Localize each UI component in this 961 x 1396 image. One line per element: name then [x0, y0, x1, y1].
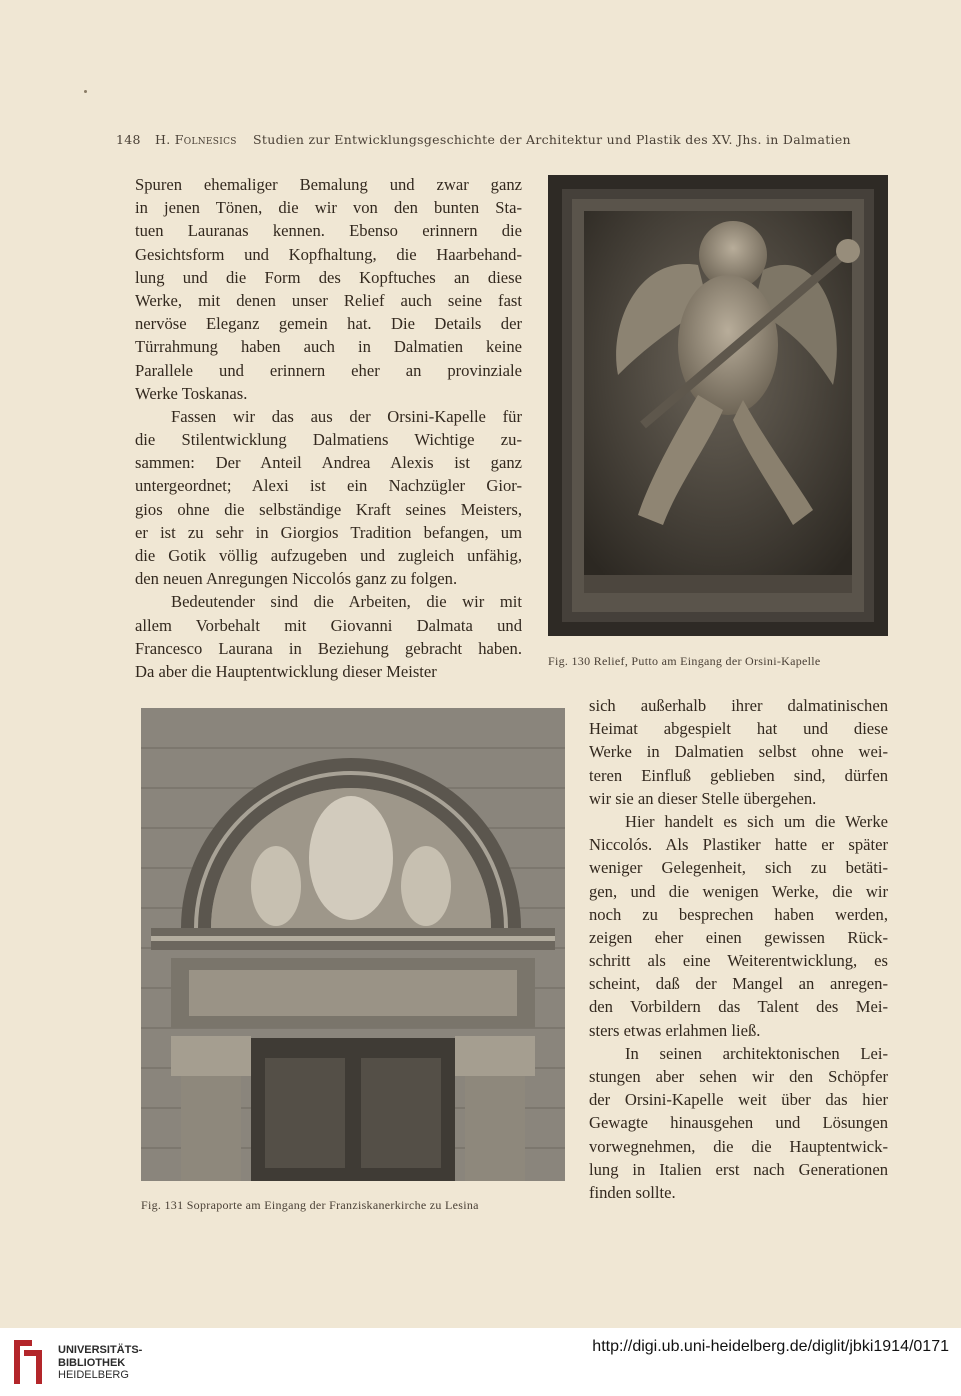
- figure-130-relief-putto: [548, 175, 888, 636]
- figure-130-caption: Fig. 130 Relief, Putto am Eingang der Orsini-Kapelle: [548, 654, 821, 668]
- header-title: Studien zur Entwicklungsgeschichte der Architektur und Plastik des XV. Jhs. in Dalmatien: [253, 132, 851, 147]
- text-line: Werke Toskanas.: [135, 383, 248, 403]
- text-line: Türrahmung haben auch in Dalmatien keine: [135, 337, 522, 357]
- text-line: die Stilentwicklung Dalmatiens Wichtige zu-: [135, 430, 522, 450]
- putto-relief-image: [548, 175, 888, 636]
- text-line: wir sie an dieser Stelle übergehen.: [589, 788, 817, 808]
- page-number: 148: [116, 132, 141, 147]
- text-line: Werke, mit denen unser Relief auch seine fast: [135, 290, 522, 310]
- text-line: den neuen Anregungen Niccolós ganz zu folgen.: [135, 569, 458, 589]
- text-line: finden sollte.: [589, 1182, 676, 1202]
- text-line: gen, und die wenigen Werke, die wir: [589, 881, 888, 901]
- text-line: teren Einfluß geblieben sind, dürfen: [589, 765, 888, 785]
- text-line: Fassen wir das aus der Orsini-Kapelle für: [171, 406, 522, 426]
- text-line: zeigen eher einen gewissen Rück-: [589, 927, 888, 947]
- text-line: scheint, daß der Mangel an anregen-: [589, 974, 888, 994]
- text-line: Niccolós. Als Plastiker hatte er später: [589, 835, 888, 855]
- text-line: Parallele und erinnern eher an provinziale: [135, 360, 522, 380]
- text-line: Gesichtsform und Kopfhaltung, die Haarbehand-: [135, 244, 522, 264]
- sopraporte-image: [141, 708, 565, 1181]
- text-line: in jenen Tönen, die wir von den bunten Sta-: [135, 198, 522, 218]
- text-line: Da aber die Hauptentwicklung dieser Meister: [135, 661, 437, 681]
- text-line: vorwegnehmen, die die Hauptentwick-: [589, 1136, 888, 1156]
- text-line: Bedeutender sind die Arbeiten, die wir mit: [171, 592, 522, 612]
- library-name-line1: UNIVERSITÄTS-: [58, 1344, 143, 1356]
- text-line: er ist zu sehr in Giorgios Tradition befangen, um: [135, 522, 522, 542]
- running-header: [116, 132, 856, 147]
- body-text-right-column: [589, 694, 888, 1204]
- text-line: sammen: Der Anteil Andrea Alexis ist ganz: [135, 453, 522, 473]
- library-name: [58, 1344, 142, 1382]
- text-line: untergeordnet; Alexi ist ein Nachzügler Gior-: [135, 476, 522, 496]
- text-line: Heimat abgespielt hat und diese: [589, 719, 888, 739]
- text-line: der Orsini-Kapelle weit über das hier: [589, 1090, 888, 1110]
- text-line: schritt als eine Weiterentwicklung, es: [589, 951, 888, 971]
- text-line: allem Vorbehalt mit Giovanni Dalmata und: [135, 615, 522, 635]
- text-line: lung in Italien erst nach Generationen: [589, 1159, 888, 1179]
- text-line: gios ohne die selbständige Kraft seines Meisters,: [135, 499, 522, 519]
- text-line: Gewagte hinausgehen und Lösungen: [589, 1113, 888, 1133]
- library-name-line2: BIBLIOTHEK: [58, 1356, 126, 1369]
- text-line: lung und die Form des Kopftuches an diese: [135, 267, 522, 287]
- text-line: Francesco Laurana in Beziehung gebracht haben.: [135, 638, 522, 658]
- text-line: stungen aber sehen wir den Schöpfer: [589, 1067, 888, 1086]
- text-line: tuen Lauranas kennen. Ebenso erinnern die: [135, 221, 522, 241]
- text-line: Spuren ehemaliger Bemalung und zwar ganz: [135, 175, 522, 194]
- figure-131-caption: Fig. 131 Sopraporte am Eingang der Franziskanerkirche zu Lesina: [141, 1198, 479, 1212]
- text-line: sich außerhalb ihrer dalmatinischen: [589, 696, 888, 715]
- permalink-url[interactable]: http://digi.ub.uni-heidelberg.de/diglit/jbki1914/0171: [592, 1338, 949, 1355]
- text-line: weniger Gelegenheit, sich zu betäti-: [589, 858, 888, 878]
- figure-131-sopraporte: [141, 708, 565, 1181]
- header-author: H. Folnesics: [155, 132, 237, 147]
- text-line: Hier handelt es sich um die Werke: [625, 811, 888, 831]
- text-line: die Gotik völlig aufzugeben und zugleich unfähig,: [135, 546, 522, 565]
- text-line: den Vorbildern das Talent des Mei-: [589, 997, 888, 1017]
- library-name-line3: HEIDELBERG: [58, 1369, 129, 1381]
- body-text-left-column: [135, 173, 522, 683]
- text-line: In seinen architektonischen Lei-: [625, 1043, 888, 1063]
- paper-speck: [84, 90, 87, 93]
- text-line: nervöse Eleganz gemein hat. Die Details der: [135, 314, 522, 334]
- university-library-logo-icon: [12, 1336, 46, 1388]
- text-line: Werke in Dalmatien selbst ohne wei-: [589, 742, 888, 762]
- text-line: sters etwas erlahmen ließ.: [589, 1020, 761, 1040]
- text-line: noch zu besprechen haben werden,: [589, 904, 888, 924]
